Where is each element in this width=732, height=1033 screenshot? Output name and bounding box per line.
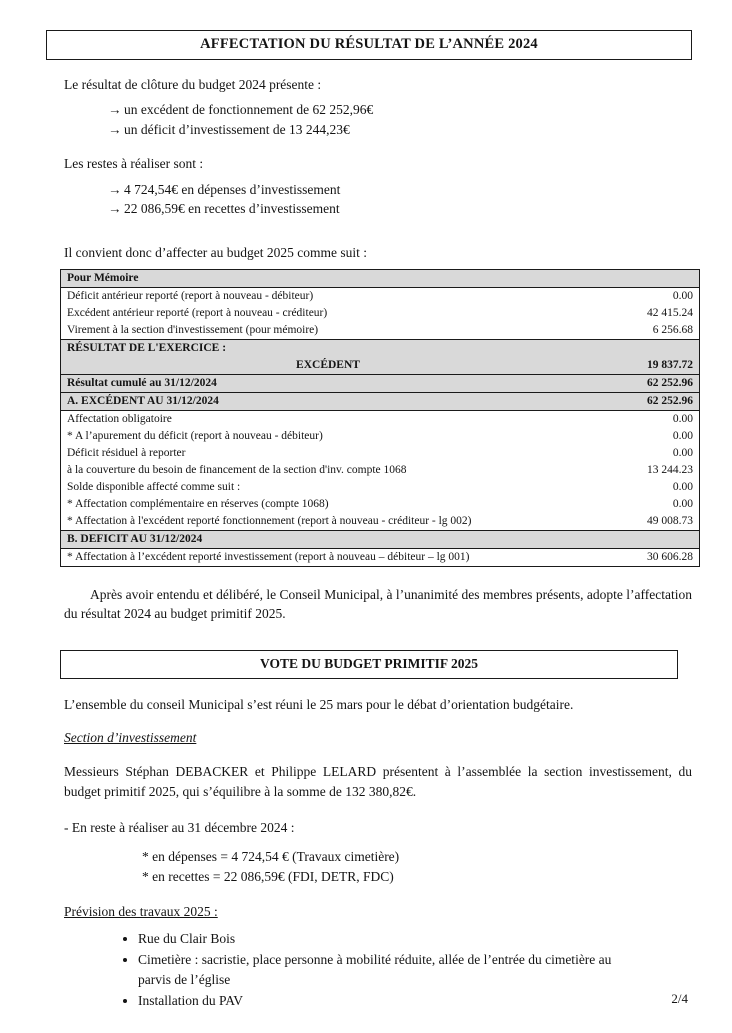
row-label: * Affectation complémentaire en réserves (compte 1068)	[67, 497, 329, 510]
row-amount: 0.00	[672, 480, 693, 493]
section-heading-investissement: Section d’investissement	[64, 730, 197, 746]
row-amount: 0.00	[672, 429, 693, 442]
affectation-table	[60, 269, 700, 567]
table-row	[61, 496, 700, 513]
list-item	[108, 199, 692, 219]
row-amount: 30 606.28	[647, 550, 693, 563]
list-item	[108, 180, 692, 200]
table-row	[61, 513, 700, 531]
row-label: Solde disponible affecté comme suit :	[67, 480, 241, 493]
row-label: Excédent antérieur reporté (report à nouveau - créditeur)	[67, 306, 328, 319]
table-row-highlight	[61, 357, 700, 375]
table-row-highlight	[61, 339, 700, 357]
table-row	[61, 322, 700, 340]
restes-details-list	[142, 847, 692, 888]
table-row	[61, 445, 700, 462]
list-item	[108, 120, 692, 140]
page-number: 2/4	[671, 990, 688, 1006]
list-item: * en recettes = 22 086,59€ (FDI, DETR, FDC)	[142, 869, 394, 885]
row-amount	[595, 339, 700, 357]
row-amount: 0.00	[672, 289, 693, 302]
list-item-label: un déficit d’investissement de 13 244,23€	[124, 121, 350, 137]
table-row	[61, 479, 700, 496]
row-label: RÉSULTAT DE L'EXERCICE :	[61, 339, 596, 357]
row-label: Affectation obligatoire	[67, 412, 172, 425]
row-label: B. DEFICIT AU 31/12/2024	[61, 530, 596, 548]
list-item: • Cimetière : sacristie, place personne à mobilité réduite, allée de l’entrée du cimetière au parvis de l’église	[138, 950, 632, 989]
table-row-highlight	[61, 530, 700, 548]
adoption-paragraph: Après avoir entendu et délibéré, le Conseil Municipal, à l’unanimité des membres présents, adopte l’affectation du résultat 2024 au budget primitif 2025.	[64, 586, 692, 622]
list-item-label: 22 086,59€ en recettes d’investissement	[124, 201, 340, 217]
row-amount: 62 252.96	[595, 374, 700, 392]
results-list	[108, 100, 692, 139]
row-amount: 62 252.96	[595, 392, 700, 410]
row-amount: 42 415.24	[647, 306, 693, 319]
row-amount: 0.00	[672, 497, 693, 510]
investissement-paragraph: Messieurs Stéphan DEBACKER et Philippe LELARD présentent à l’assemblée la section investissement, du budget primitif 2025, qui s’équilibre à la somme de 132 380,82€.	[64, 764, 692, 799]
row-amount: 0.00	[672, 446, 693, 459]
table-row	[61, 548, 700, 566]
vote-intro-paragraph: L’ensemble du conseil Municipal s’est réuni le 25 mars pour le débat d’orientation budgétaire.	[64, 696, 574, 712]
list-item-label: 4 724,54€ en dépenses d’investissement	[124, 181, 341, 197]
table-header-amount	[595, 269, 700, 287]
restes-intro-paragraph: Les restes à réaliser sont :	[64, 156, 204, 172]
row-label: EXCÉDENT	[61, 357, 596, 375]
table-header-label: Pour Mémoire	[61, 269, 596, 287]
restes-a-realiser-line: - En reste à réaliser au 31 décembre 2024 :	[64, 819, 295, 835]
table-row-highlight	[61, 374, 700, 392]
row-label: * Affectation à l'excédent reporté fonctionnement (report à nouveau - créditeur - lg 002)	[67, 514, 472, 527]
list-item: • Installation du PAV	[138, 991, 632, 1011]
table-row-highlight	[61, 392, 700, 410]
row-amount: 49 008.73	[647, 514, 693, 527]
row-label: à la couverture du besoin de financement de la section d'inv. compte 1068	[67, 463, 407, 476]
arrow-icon: →	[108, 102, 122, 118]
row-amount	[595, 530, 700, 548]
row-label: Déficit résiduel à reporter	[67, 446, 186, 459]
affectation-intro: Il convient donc d’affecter au budget 2025 comme suit :	[64, 244, 368, 260]
arrow-icon: →	[108, 121, 122, 137]
table-row	[61, 305, 700, 322]
row-label: Résultat cumulé au 31/12/2024	[61, 374, 596, 392]
table-row	[61, 462, 700, 479]
table-row	[61, 410, 700, 428]
row-amount: 6 256.68	[652, 323, 693, 336]
table-header-row	[61, 269, 700, 287]
list-item	[108, 100, 692, 120]
row-amount: 19 837.72	[595, 357, 700, 375]
table-row	[61, 428, 700, 445]
row-amount: 0.00	[672, 412, 693, 425]
arrow-icon: →	[108, 181, 122, 197]
prevision-heading: Prévision des travaux 2025 :	[64, 903, 218, 919]
list-item-label: un excédent de fonctionnement de 62 252,96€	[124, 102, 374, 118]
arrow-icon: →	[108, 201, 122, 217]
vote-section-title: VOTE DU BUDGET PRIMITIF 2025	[60, 650, 678, 679]
row-label: * A l’apurement du déficit (report à nouveau - débiteur)	[67, 429, 323, 442]
list-item: • Rue du Clair Bois	[138, 929, 632, 949]
restes-list	[108, 180, 692, 219]
travaux-list	[116, 929, 692, 1011]
table-row	[61, 287, 700, 305]
row-amount: 13 244.23	[647, 463, 693, 476]
row-label: * Affectation à l’excédent reporté investissement (report à nouveau – débiteur – lg 001)	[67, 550, 470, 563]
page-title: AFFECTATION DU RÉSULTAT DE L’ANNÉE 2024	[46, 30, 692, 60]
intro-paragraph: Le résultat de clôture du budget 2024 présente :	[64, 77, 322, 92]
row-label: Déficit antérieur reporté (report à nouveau - débiteur)	[67, 289, 314, 302]
row-label: A. EXCÉDENT AU 31/12/2024	[61, 392, 596, 410]
list-item: * en dépenses = 4 724,54 € (Travaux cimetière)	[142, 849, 400, 865]
row-label: Virement à la section d'investissement (pour mémoire)	[67, 323, 319, 336]
